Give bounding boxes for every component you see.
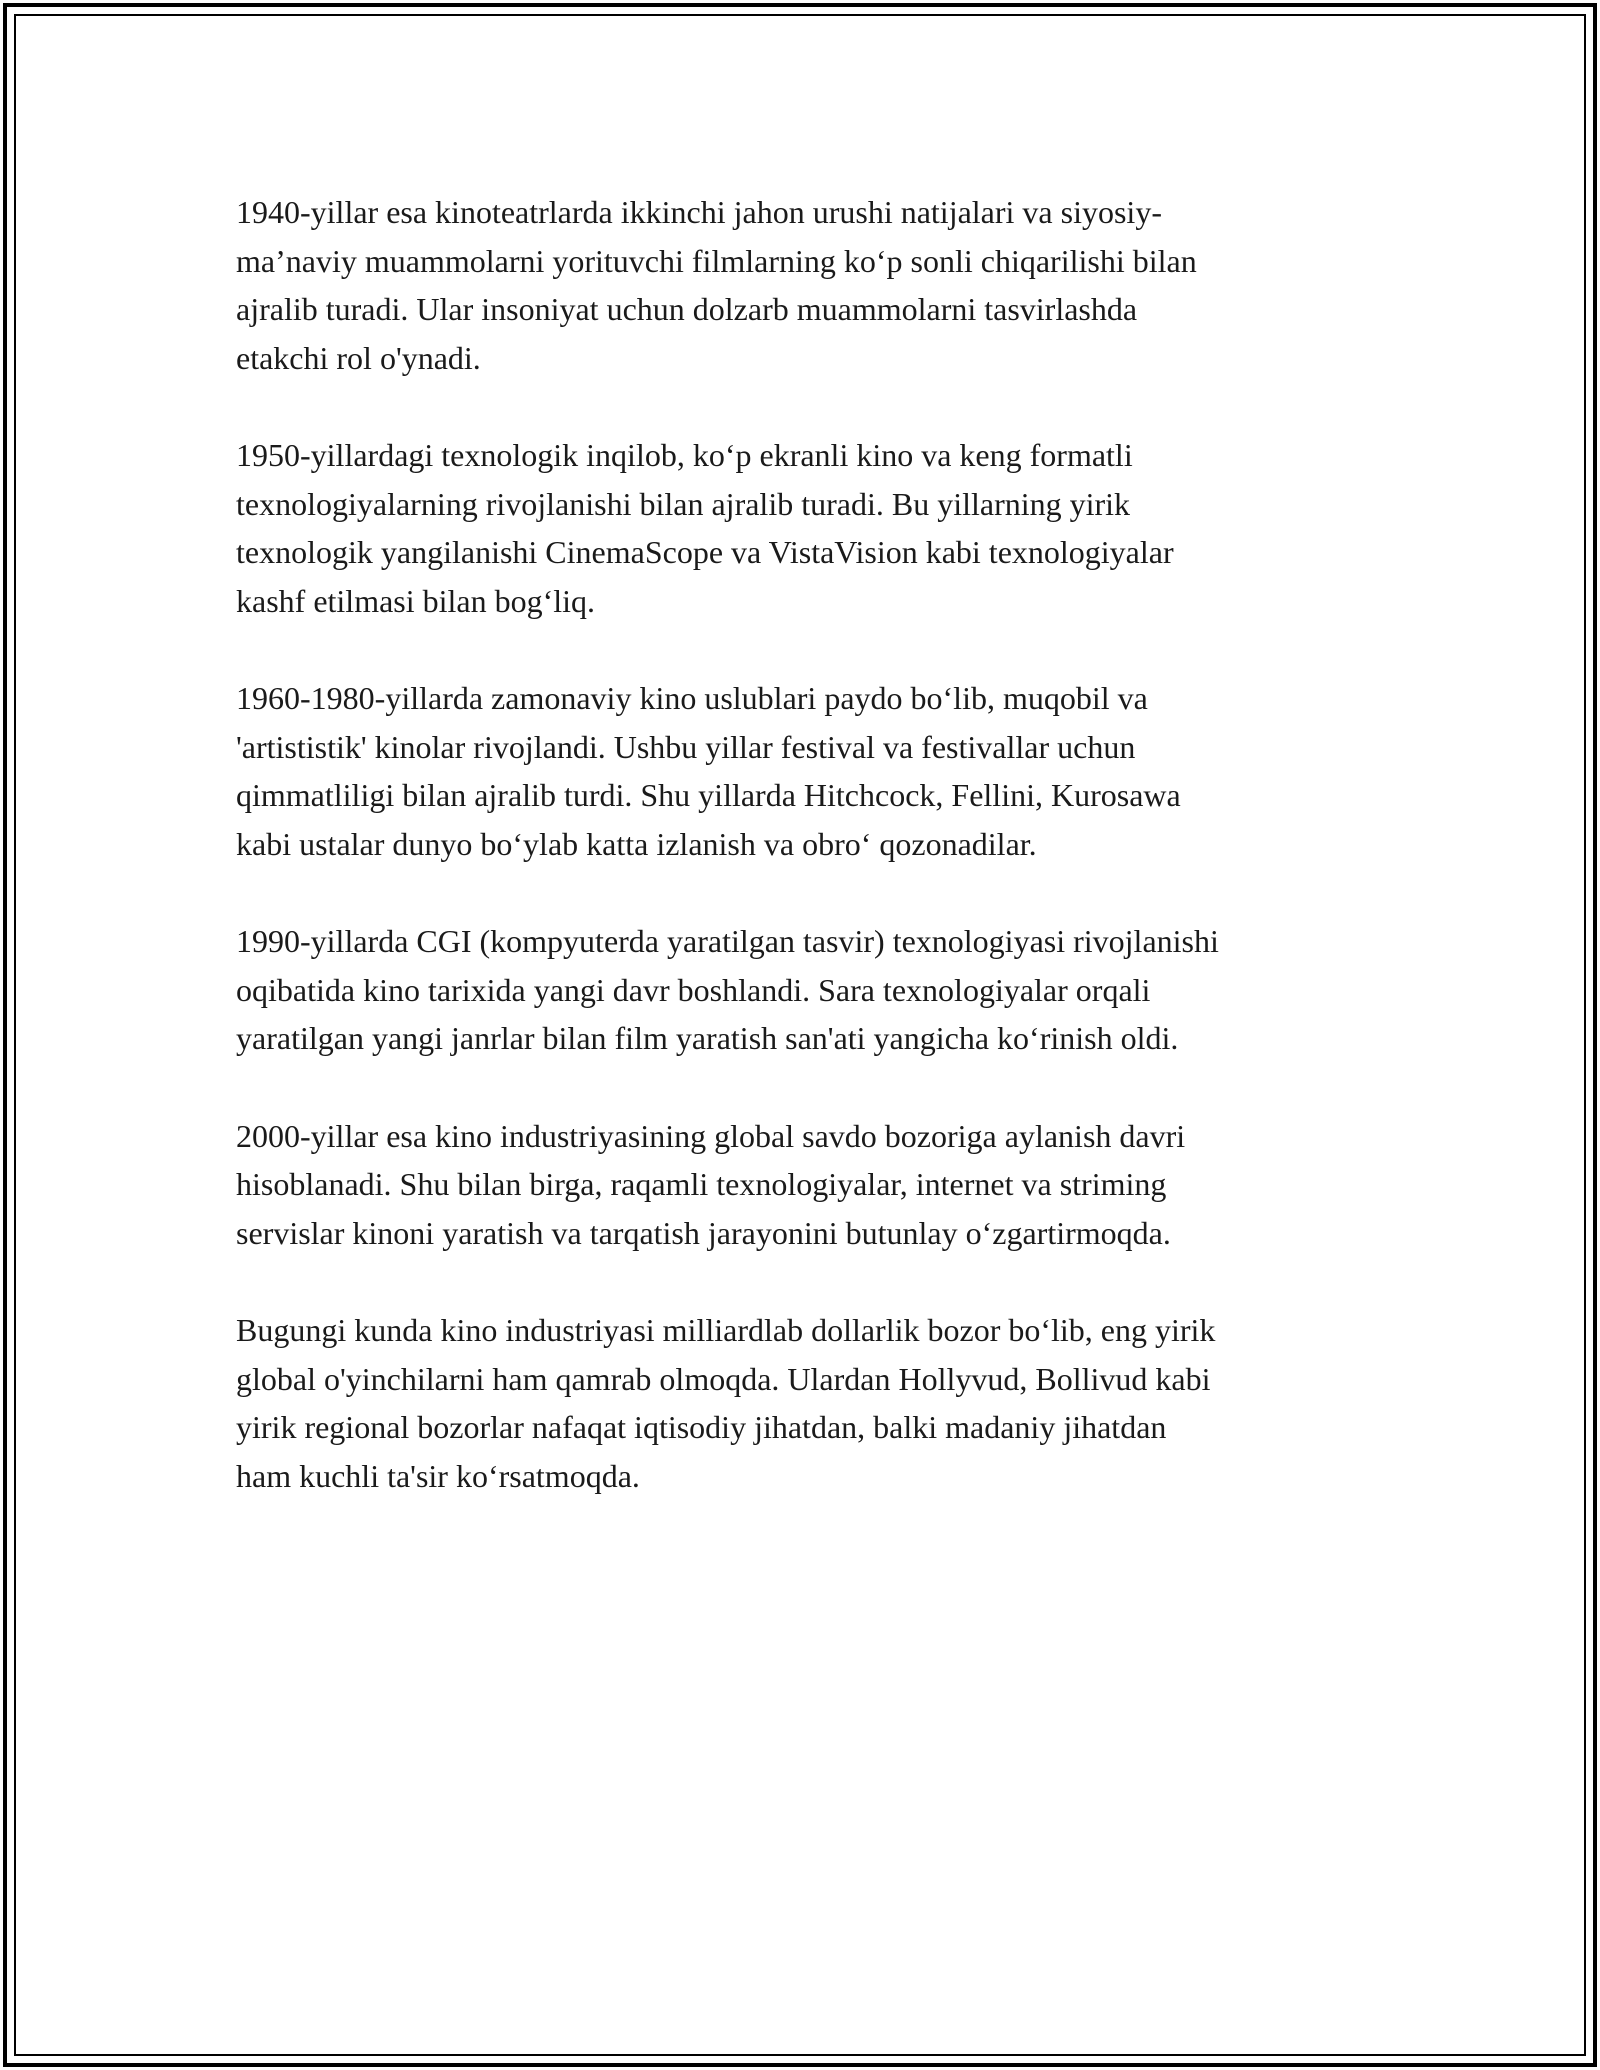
text-line: servislar kinoni yaratish va tarqatish jarayonini butunlay o‘zgartirmoqda. bbox=[236, 1214, 1171, 1251]
text-line: ajralib turadi. Ular insoniyat uchun dolzarb muammolarni tasvirlashda bbox=[236, 291, 1138, 327]
text-line: 2000-yillar esa kino industriyasining global savdo bozoriga aylanish davri bbox=[236, 1117, 1186, 1154]
text-line: yaratilgan yangi janrlar bilan film yaratish san'ati yangicha ko‘rinish oldi. bbox=[236, 1020, 1179, 1056]
text-line: qimmatliligi bilan ajralib turdi. Shu yillarda Hitchcock, Fellini, Kurosawa bbox=[236, 777, 1181, 813]
text-line: oqibatida kino tarixida yangi davr boshlandi. Sara texnologiyalar orqali bbox=[236, 971, 1151, 1008]
text-line: hisoblanadi. Shu bilan birga, raqamli texnologiyalar, internet va striming bbox=[236, 1166, 1167, 1202]
text-line: global o'yinchilarni ham qamrab olmoqda. Ulardan Hollyvud, Bollivud kabi bbox=[236, 1360, 1211, 1397]
text-line: 1960-1980-yillarda zamonaviy kino uslublari paydo bo‘lib, muqobil va bbox=[236, 680, 1148, 716]
text-line: Bugungi kunda kino industriyasi milliardlab dollarlik bozor bo‘lib, eng yirik bbox=[236, 1312, 1216, 1348]
paragraph-1960-1980s bbox=[236, 674, 1376, 868]
text-line: texnologiyalarning rivojlanishi bilan ajralib turadi. Bu yillarning yirik bbox=[236, 485, 1131, 522]
paragraph-1940s bbox=[236, 188, 1376, 382]
text-line: 1990-yillarda CGI (kompyuterda yaratilgan tasvir) texnologiyasi rivojlanishi bbox=[236, 923, 1219, 959]
text-line: 'artististik' kinolar rivojlandi. Ushbu yillar festival va festivallar uchun bbox=[236, 728, 1136, 765]
paragraph-1950s bbox=[236, 431, 1376, 625]
text-line: 1950-yillardagi texnologik inqilob, ko‘p ekranli kino va keng formatli bbox=[236, 437, 1133, 473]
document-body bbox=[236, 188, 1376, 1549]
text-line: ma’naviy muammolarni yorituvchi filmlarning ko‘p sonli chiqarilishi bilan bbox=[236, 242, 1197, 279]
text-line: etakchi rol o'ynadi. bbox=[236, 339, 481, 376]
text-line: texnologik yangilanishi CinemaScope va VistaVision kabi texnologiyalar bbox=[236, 534, 1174, 570]
paragraph-today bbox=[236, 1306, 1376, 1500]
text-line: ham kuchli ta'sir ko‘rsatmoqda. bbox=[236, 1457, 640, 1494]
text-line: kashf etilmasi bilan bog‘liq. bbox=[236, 582, 596, 619]
text-line: kabi ustalar dunyo bo‘ylab katta izlanish va obro‘ qozonadilar. bbox=[236, 825, 1037, 862]
text-line: yirik regional bozorlar nafaqat iqtisodiy jihatdan, balki madaniy jihatdan bbox=[236, 1409, 1167, 1445]
paragraph-2000s bbox=[236, 1112, 1376, 1258]
text-line: 1940-yillar esa kinoteatrlarda ikkinchi jahon urushi natijalari va siyosiy- bbox=[236, 194, 1162, 230]
paragraph-1990s bbox=[236, 917, 1376, 1063]
